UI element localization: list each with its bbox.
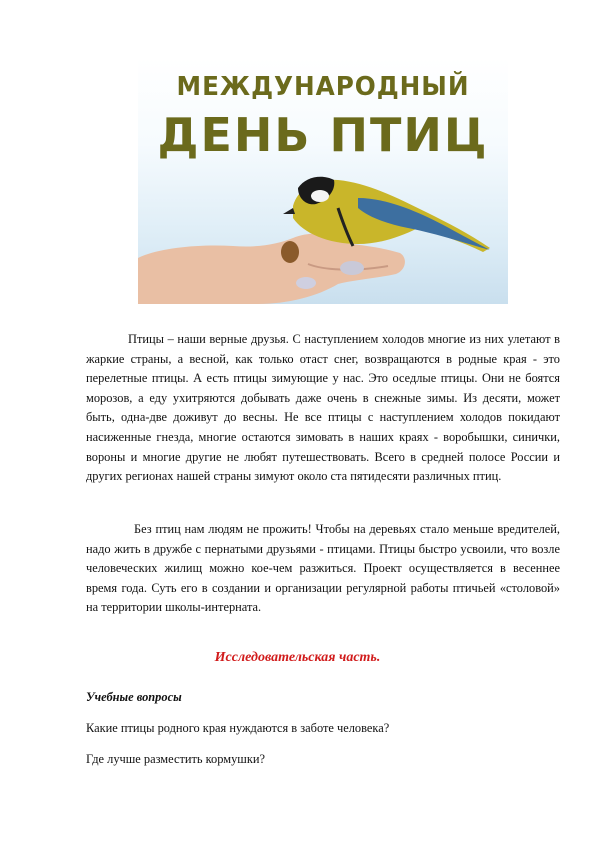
banner-title-line2: ДЕНЬ ПТИЦ (157, 108, 489, 162)
question-item: Где лучше разместить кормушки? (86, 752, 265, 766)
section-title: Исследовательская часть. (214, 650, 381, 665)
ring-icon (340, 261, 364, 275)
seed-icon (281, 241, 299, 263)
banner-title-line1: МЕЖДУНАРОДНЫЙ (176, 72, 470, 102)
questions-heading: Учебные вопросы (86, 690, 182, 704)
question-item: Какие птицы родного края нуждаются в заботе человека? (86, 721, 390, 735)
paragraph-2: Без птиц нам людям не прожить! Чтобы на деревьях стало меньше вредителей, надо жить в дружбе с пернатыми друзьями - птицами. Птицы быстро усвоили, что возле человеческих жилищ можно кое-чем разжиться. Проект осуществляется в весеннее время года. Суть его в создании и организации регулярной работы птичьей «столовой» на территории школы-интерната. (86, 522, 560, 615)
paragraph-1: Птицы – наши верные друзья. С наступлением холодов многие из них улетают в жаркие страны, а весной, как только отаст снег, возвращаются в родные края - это перелетные птицы. А есть птицы зимующие у нас. Это оседлые птицы. Они не боятся морозов, а еду ухитряются добывать даже очень в снежные зимы. Из десяти, может быть, одна-две доживут до весны. Не все птицы с наступлением холодов покидают насиженные гнезда, многие остаются зимовать в наших краях - воробышки, синички, вороны и многие другие не любят путешествовать. Всего в средней полосе России и других регионах нашей страны зимуют около ста пятидесяти различных птиц. (86, 332, 560, 484)
banner-image (138, 58, 508, 304)
